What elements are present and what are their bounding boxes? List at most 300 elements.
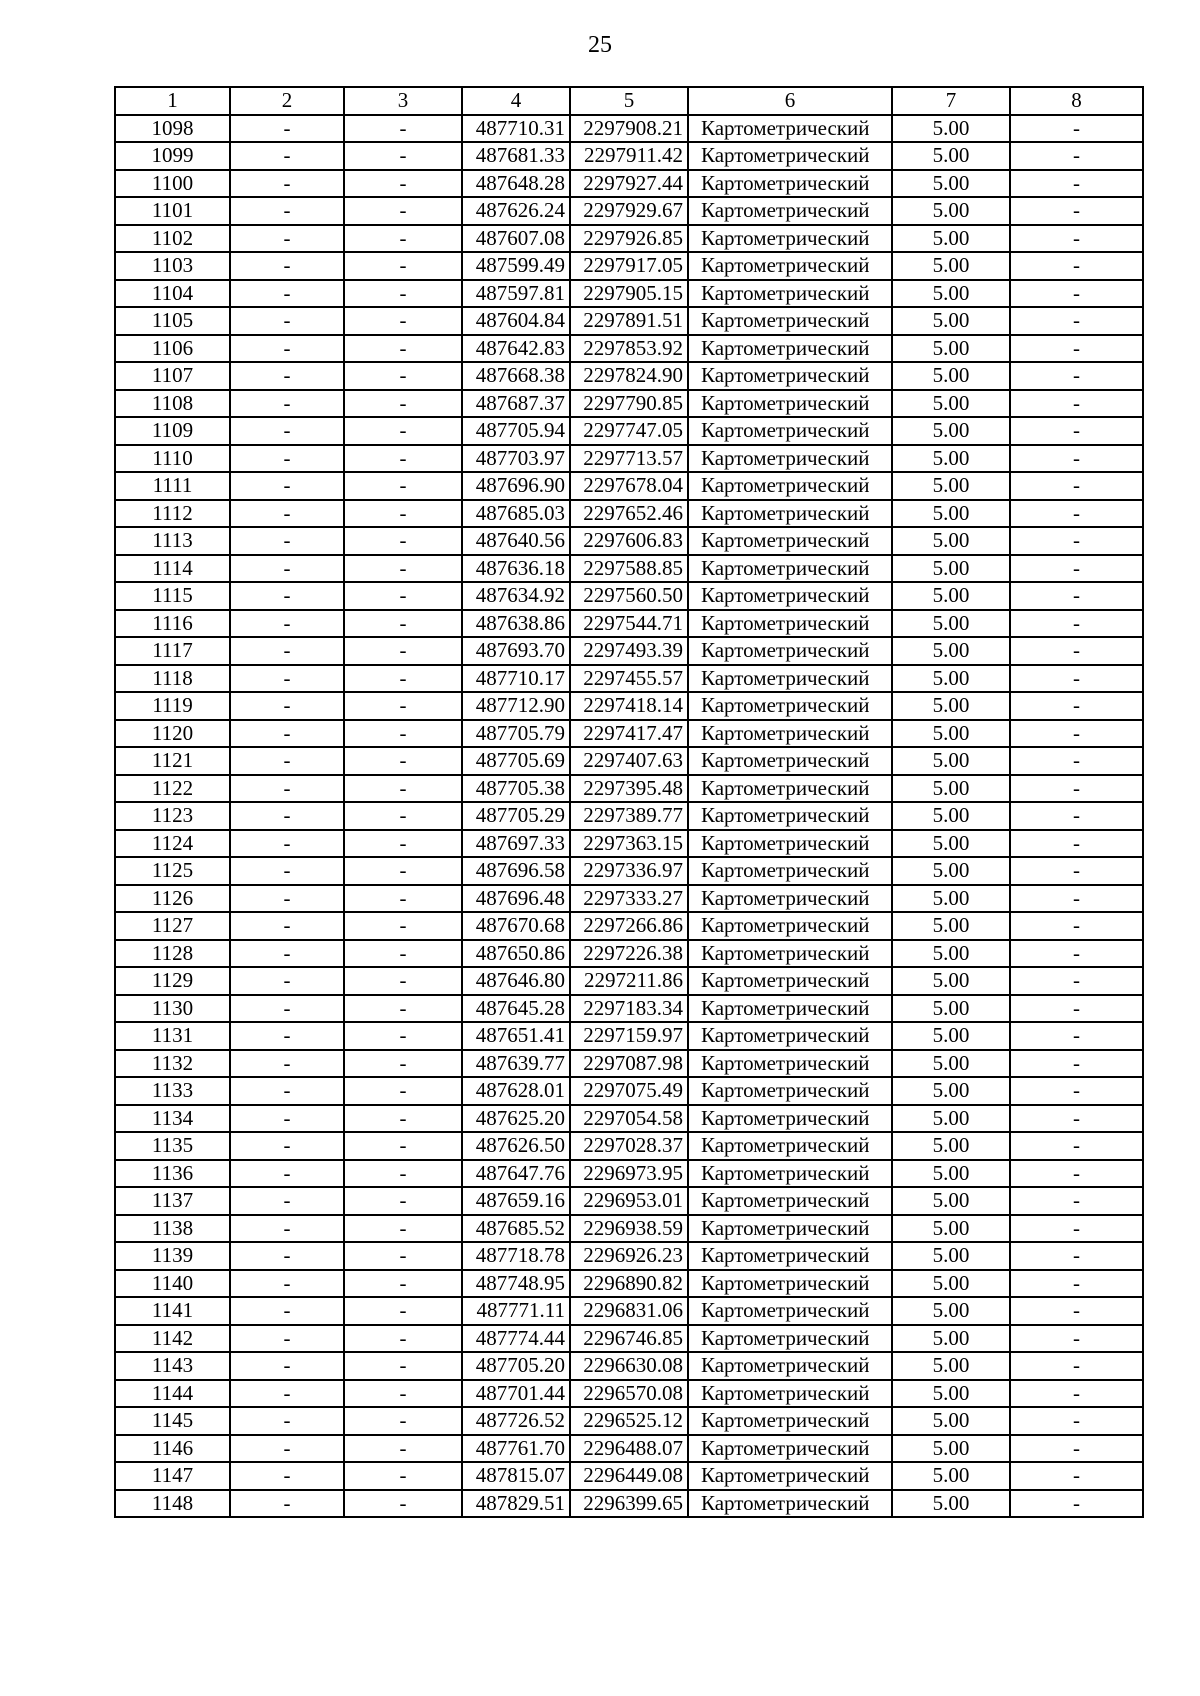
table-row bbox=[115, 500, 1143, 528]
table-row bbox=[115, 1022, 1143, 1050]
cell-col2: - bbox=[230, 1407, 344, 1435]
method-cell: Картометрический bbox=[688, 747, 892, 775]
cell-col3: - bbox=[344, 472, 462, 500]
table-row bbox=[115, 1435, 1143, 1463]
cell-col8: - bbox=[1010, 197, 1143, 225]
table-row bbox=[115, 830, 1143, 858]
cell-col3: - bbox=[344, 885, 462, 913]
y-coordinate-cell: 2297853.92 bbox=[570, 335, 688, 363]
point-number-cell: 1104 bbox=[115, 280, 230, 308]
point-number-cell: 1121 bbox=[115, 747, 230, 775]
page-number: 25 bbox=[588, 32, 612, 58]
table-row bbox=[115, 472, 1143, 500]
cell-col2: - bbox=[230, 142, 344, 170]
point-number-cell: 1141 bbox=[115, 1297, 230, 1325]
table-row bbox=[115, 1077, 1143, 1105]
cell-col3: - bbox=[344, 912, 462, 940]
y-coordinate-cell: 2297911.42 bbox=[570, 142, 688, 170]
x-coordinate-cell: 487639.77 bbox=[462, 1050, 570, 1078]
cell-col3: - bbox=[344, 692, 462, 720]
x-coordinate-cell: 487705.79 bbox=[462, 720, 570, 748]
y-coordinate-cell: 2297493.39 bbox=[570, 637, 688, 665]
cell-col3: - bbox=[344, 1435, 462, 1463]
x-coordinate-cell: 487687.37 bbox=[462, 390, 570, 418]
cell-col8: - bbox=[1010, 692, 1143, 720]
method-cell: Картометрический bbox=[688, 1462, 892, 1490]
point-number-cell: 1105 bbox=[115, 307, 230, 335]
method-cell: Картометрический bbox=[688, 665, 892, 693]
method-cell: Картометрический bbox=[688, 197, 892, 225]
cell-col8: - bbox=[1010, 390, 1143, 418]
table-row bbox=[115, 610, 1143, 638]
cell-col2: - bbox=[230, 1215, 344, 1243]
column-header: 3 bbox=[344, 87, 462, 115]
x-coordinate-cell: 487748.95 bbox=[462, 1270, 570, 1298]
method-cell: Картометрический bbox=[688, 1435, 892, 1463]
x-coordinate-cell: 487597.81 bbox=[462, 280, 570, 308]
method-cell: Картометрический bbox=[688, 225, 892, 253]
cell-col2: - bbox=[230, 307, 344, 335]
method-cell: Картометрический bbox=[688, 472, 892, 500]
method-cell: Картометрический bbox=[688, 1325, 892, 1353]
cell-col8: - bbox=[1010, 280, 1143, 308]
point-number-cell: 1099 bbox=[115, 142, 230, 170]
cell-col3: - bbox=[344, 1050, 462, 1078]
cell-col2: - bbox=[230, 1462, 344, 1490]
method-cell: Картометрический bbox=[688, 1490, 892, 1518]
y-coordinate-cell: 2297606.83 bbox=[570, 527, 688, 555]
cell-col2: - bbox=[230, 390, 344, 418]
point-number-cell: 1126 bbox=[115, 885, 230, 913]
method-cell: Картометрический bbox=[688, 1380, 892, 1408]
cell-col2: - bbox=[230, 115, 344, 143]
x-coordinate-cell: 487640.56 bbox=[462, 527, 570, 555]
point-number-cell: 1140 bbox=[115, 1270, 230, 1298]
accuracy-cell: 5.00 bbox=[892, 555, 1010, 583]
table-row bbox=[115, 362, 1143, 390]
point-number-cell: 1118 bbox=[115, 665, 230, 693]
cell-col3: - bbox=[344, 335, 462, 363]
method-cell: Картометрический bbox=[688, 252, 892, 280]
column-header: 2 bbox=[230, 87, 344, 115]
cell-col3: - bbox=[344, 637, 462, 665]
cell-col2: - bbox=[230, 1077, 344, 1105]
method-cell: Картометрический bbox=[688, 170, 892, 198]
method-cell: Картометрический bbox=[688, 1160, 892, 1188]
point-number-cell: 1112 bbox=[115, 500, 230, 528]
x-coordinate-cell: 487705.20 bbox=[462, 1352, 570, 1380]
cell-col2: - bbox=[230, 280, 344, 308]
accuracy-cell: 5.00 bbox=[892, 1132, 1010, 1160]
accuracy-cell: 5.00 bbox=[892, 692, 1010, 720]
cell-col2: - bbox=[230, 1435, 344, 1463]
cell-col2: - bbox=[230, 527, 344, 555]
y-coordinate-cell: 2297927.44 bbox=[570, 170, 688, 198]
accuracy-cell: 5.00 bbox=[892, 1380, 1010, 1408]
x-coordinate-cell: 487710.31 bbox=[462, 115, 570, 143]
y-coordinate-cell: 2297336.97 bbox=[570, 857, 688, 885]
cell-col2: - bbox=[230, 1325, 344, 1353]
column-header: 8 bbox=[1010, 87, 1143, 115]
accuracy-cell: 5.00 bbox=[892, 170, 1010, 198]
x-coordinate-cell: 487670.68 bbox=[462, 912, 570, 940]
method-cell: Картометрический bbox=[688, 582, 892, 610]
method-cell: Картометрический bbox=[688, 1215, 892, 1243]
x-coordinate-cell: 487726.52 bbox=[462, 1407, 570, 1435]
point-number-cell: 1142 bbox=[115, 1325, 230, 1353]
accuracy-cell: 5.00 bbox=[892, 197, 1010, 225]
accuracy-cell: 5.00 bbox=[892, 472, 1010, 500]
cell-col8: - bbox=[1010, 1132, 1143, 1160]
cell-col3: - bbox=[344, 555, 462, 583]
table-row bbox=[115, 417, 1143, 445]
cell-col8: - bbox=[1010, 967, 1143, 995]
y-coordinate-cell: 2296926.23 bbox=[570, 1242, 688, 1270]
y-coordinate-cell: 2297407.63 bbox=[570, 747, 688, 775]
y-coordinate-cell: 2297226.38 bbox=[570, 940, 688, 968]
point-number-cell: 1110 bbox=[115, 445, 230, 473]
x-coordinate-cell: 487718.78 bbox=[462, 1242, 570, 1270]
x-coordinate-cell: 487685.03 bbox=[462, 500, 570, 528]
cell-col8: - bbox=[1010, 1297, 1143, 1325]
cell-col3: - bbox=[344, 940, 462, 968]
point-number-cell: 1136 bbox=[115, 1160, 230, 1188]
table-row bbox=[115, 527, 1143, 555]
cell-col3: - bbox=[344, 720, 462, 748]
method-cell: Картометрический bbox=[688, 1187, 892, 1215]
accuracy-cell: 5.00 bbox=[892, 307, 1010, 335]
cell-col3: - bbox=[344, 307, 462, 335]
point-number-cell: 1130 bbox=[115, 995, 230, 1023]
x-coordinate-cell: 487636.18 bbox=[462, 555, 570, 583]
cell-col3: - bbox=[344, 527, 462, 555]
method-cell: Картометрический bbox=[688, 1242, 892, 1270]
point-number-cell: 1100 bbox=[115, 170, 230, 198]
cell-col2: - bbox=[230, 170, 344, 198]
method-cell: Картометрический bbox=[688, 692, 892, 720]
y-coordinate-cell: 2296746.85 bbox=[570, 1325, 688, 1353]
x-coordinate-cell: 487829.51 bbox=[462, 1490, 570, 1518]
accuracy-cell: 5.00 bbox=[892, 747, 1010, 775]
cell-col2: - bbox=[230, 500, 344, 528]
cell-col3: - bbox=[344, 1380, 462, 1408]
method-cell: Картометрический bbox=[688, 142, 892, 170]
cell-col8: - bbox=[1010, 527, 1143, 555]
cell-col8: - bbox=[1010, 225, 1143, 253]
method-cell: Картометрический bbox=[688, 967, 892, 995]
y-coordinate-cell: 2297560.50 bbox=[570, 582, 688, 610]
cell-col3: - bbox=[344, 1022, 462, 1050]
method-cell: Картометрический bbox=[688, 1077, 892, 1105]
y-coordinate-cell: 2297159.97 bbox=[570, 1022, 688, 1050]
method-cell: Картометрический bbox=[688, 555, 892, 583]
method-cell: Картометрический bbox=[688, 1270, 892, 1298]
x-coordinate-cell: 487705.69 bbox=[462, 747, 570, 775]
cell-col2: - bbox=[230, 1187, 344, 1215]
point-number-cell: 1101 bbox=[115, 197, 230, 225]
accuracy-cell: 5.00 bbox=[892, 1187, 1010, 1215]
x-coordinate-cell: 487685.52 bbox=[462, 1215, 570, 1243]
accuracy-cell: 5.00 bbox=[892, 885, 1010, 913]
cell-col3: - bbox=[344, 1105, 462, 1133]
accuracy-cell: 5.00 bbox=[892, 940, 1010, 968]
cell-col3: - bbox=[344, 500, 462, 528]
accuracy-cell: 5.00 bbox=[892, 610, 1010, 638]
point-number-cell: 1119 bbox=[115, 692, 230, 720]
point-number-cell: 1111 bbox=[115, 472, 230, 500]
y-coordinate-cell: 2297455.57 bbox=[570, 665, 688, 693]
table-row bbox=[115, 885, 1143, 913]
x-coordinate-cell: 487774.44 bbox=[462, 1325, 570, 1353]
x-coordinate-cell: 487712.90 bbox=[462, 692, 570, 720]
point-number-cell: 1120 bbox=[115, 720, 230, 748]
table-row bbox=[115, 307, 1143, 335]
table-row bbox=[115, 390, 1143, 418]
cell-col3: - bbox=[344, 142, 462, 170]
accuracy-cell: 5.00 bbox=[892, 637, 1010, 665]
y-coordinate-cell: 2297363.15 bbox=[570, 830, 688, 858]
cell-col3: - bbox=[344, 1077, 462, 1105]
x-coordinate-cell: 487697.33 bbox=[462, 830, 570, 858]
y-coordinate-cell: 2297075.49 bbox=[570, 1077, 688, 1105]
point-number-cell: 1148 bbox=[115, 1490, 230, 1518]
table-row bbox=[115, 1160, 1143, 1188]
column-header: 7 bbox=[892, 87, 1010, 115]
x-coordinate-cell: 487705.94 bbox=[462, 417, 570, 445]
table-row bbox=[115, 555, 1143, 583]
cell-col2: - bbox=[230, 1132, 344, 1160]
point-number-cell: 1113 bbox=[115, 527, 230, 555]
method-cell: Картометрический bbox=[688, 610, 892, 638]
column-header: 6 bbox=[688, 87, 892, 115]
cell-col8: - bbox=[1010, 307, 1143, 335]
cell-col3: - bbox=[344, 1407, 462, 1435]
cell-col8: - bbox=[1010, 1215, 1143, 1243]
cell-col3: - bbox=[344, 390, 462, 418]
cell-col8: - bbox=[1010, 995, 1143, 1023]
cell-col3: - bbox=[344, 967, 462, 995]
cell-col2: - bbox=[230, 1352, 344, 1380]
cell-col2: - bbox=[230, 582, 344, 610]
method-cell: Картометрический bbox=[688, 885, 892, 913]
accuracy-cell: 5.00 bbox=[892, 390, 1010, 418]
y-coordinate-cell: 2297333.27 bbox=[570, 885, 688, 913]
cell-col8: - bbox=[1010, 1160, 1143, 1188]
x-coordinate-cell: 487659.16 bbox=[462, 1187, 570, 1215]
x-coordinate-cell: 487626.24 bbox=[462, 197, 570, 225]
x-coordinate-cell: 487696.48 bbox=[462, 885, 570, 913]
point-number-cell: 1116 bbox=[115, 610, 230, 638]
accuracy-cell: 5.00 bbox=[892, 1270, 1010, 1298]
x-coordinate-cell: 487693.70 bbox=[462, 637, 570, 665]
accuracy-cell: 5.00 bbox=[892, 582, 1010, 610]
y-coordinate-cell: 2296449.08 bbox=[570, 1462, 688, 1490]
y-coordinate-cell: 2296938.59 bbox=[570, 1215, 688, 1243]
point-number-cell: 1108 bbox=[115, 390, 230, 418]
cell-col8: - bbox=[1010, 610, 1143, 638]
cell-col8: - bbox=[1010, 335, 1143, 363]
x-coordinate-cell: 487648.28 bbox=[462, 170, 570, 198]
cell-col2: - bbox=[230, 940, 344, 968]
accuracy-cell: 5.00 bbox=[892, 1352, 1010, 1380]
cell-col8: - bbox=[1010, 885, 1143, 913]
point-number-cell: 1098 bbox=[115, 115, 230, 143]
cell-col8: - bbox=[1010, 555, 1143, 583]
method-cell: Картометрический bbox=[688, 445, 892, 473]
point-number-cell: 1135 bbox=[115, 1132, 230, 1160]
point-number-cell: 1106 bbox=[115, 335, 230, 363]
cell-col8: - bbox=[1010, 1462, 1143, 1490]
accuracy-cell: 5.00 bbox=[892, 252, 1010, 280]
y-coordinate-cell: 2297790.85 bbox=[570, 390, 688, 418]
y-coordinate-cell: 2297087.98 bbox=[570, 1050, 688, 1078]
table-row bbox=[115, 197, 1143, 225]
accuracy-cell: 5.00 bbox=[892, 967, 1010, 995]
cell-col8: - bbox=[1010, 1407, 1143, 1435]
method-cell: Картометрический bbox=[688, 115, 892, 143]
y-coordinate-cell: 2296890.82 bbox=[570, 1270, 688, 1298]
cell-col3: - bbox=[344, 170, 462, 198]
point-number-cell: 1147 bbox=[115, 1462, 230, 1490]
cell-col2: - bbox=[230, 1160, 344, 1188]
x-coordinate-cell: 487703.97 bbox=[462, 445, 570, 473]
cell-col8: - bbox=[1010, 1435, 1143, 1463]
table-row bbox=[115, 857, 1143, 885]
cell-col3: - bbox=[344, 1297, 462, 1325]
cell-col8: - bbox=[1010, 1352, 1143, 1380]
y-coordinate-cell: 2296953.01 bbox=[570, 1187, 688, 1215]
cell-col8: - bbox=[1010, 170, 1143, 198]
cell-col8: - bbox=[1010, 115, 1143, 143]
cell-col2: - bbox=[230, 472, 344, 500]
x-coordinate-cell: 487681.33 bbox=[462, 142, 570, 170]
cell-col8: - bbox=[1010, 472, 1143, 500]
y-coordinate-cell: 2297418.14 bbox=[570, 692, 688, 720]
y-coordinate-cell: 2297926.85 bbox=[570, 225, 688, 253]
cell-col2: - bbox=[230, 830, 344, 858]
cell-col2: - bbox=[230, 362, 344, 390]
cell-col2: - bbox=[230, 1105, 344, 1133]
point-number-cell: 1137 bbox=[115, 1187, 230, 1215]
x-coordinate-cell: 487634.92 bbox=[462, 582, 570, 610]
cell-col8: - bbox=[1010, 1380, 1143, 1408]
x-coordinate-cell: 487761.70 bbox=[462, 1435, 570, 1463]
cell-col2: - bbox=[230, 335, 344, 363]
x-coordinate-cell: 487701.44 bbox=[462, 1380, 570, 1408]
y-coordinate-cell: 2296831.06 bbox=[570, 1297, 688, 1325]
accuracy-cell: 5.00 bbox=[892, 1022, 1010, 1050]
method-cell: Картометрический bbox=[688, 637, 892, 665]
cell-col3: - bbox=[344, 1242, 462, 1270]
table-header-row bbox=[115, 87, 1143, 115]
cell-col3: - bbox=[344, 1215, 462, 1243]
cell-col2: - bbox=[230, 802, 344, 830]
cell-col3: - bbox=[344, 252, 462, 280]
table-row bbox=[115, 1380, 1143, 1408]
method-cell: Картометрический bbox=[688, 1407, 892, 1435]
y-coordinate-cell: 2297395.48 bbox=[570, 775, 688, 803]
point-number-cell: 1143 bbox=[115, 1352, 230, 1380]
accuracy-cell: 5.00 bbox=[892, 335, 1010, 363]
cell-col8: - bbox=[1010, 1050, 1143, 1078]
cell-col2: - bbox=[230, 1270, 344, 1298]
y-coordinate-cell: 2297929.67 bbox=[570, 197, 688, 225]
cell-col8: - bbox=[1010, 142, 1143, 170]
cell-col2: - bbox=[230, 692, 344, 720]
accuracy-cell: 5.00 bbox=[892, 280, 1010, 308]
table-row bbox=[115, 995, 1143, 1023]
cell-col2: - bbox=[230, 857, 344, 885]
y-coordinate-cell: 2297054.58 bbox=[570, 1105, 688, 1133]
x-coordinate-cell: 487607.08 bbox=[462, 225, 570, 253]
table-row bbox=[115, 445, 1143, 473]
cell-col8: - bbox=[1010, 857, 1143, 885]
x-coordinate-cell: 487651.41 bbox=[462, 1022, 570, 1050]
x-coordinate-cell: 487705.38 bbox=[462, 775, 570, 803]
y-coordinate-cell: 2296973.95 bbox=[570, 1160, 688, 1188]
accuracy-cell: 5.00 bbox=[892, 1297, 1010, 1325]
method-cell: Картометрический bbox=[688, 362, 892, 390]
y-coordinate-cell: 2297028.37 bbox=[570, 1132, 688, 1160]
cell-col2: - bbox=[230, 775, 344, 803]
x-coordinate-cell: 487647.76 bbox=[462, 1160, 570, 1188]
method-cell: Картометрический bbox=[688, 500, 892, 528]
table-row bbox=[115, 142, 1143, 170]
method-cell: Картометрический bbox=[688, 1050, 892, 1078]
x-coordinate-cell: 487626.50 bbox=[462, 1132, 570, 1160]
point-number-cell: 1145 bbox=[115, 1407, 230, 1435]
method-cell: Картометрический bbox=[688, 857, 892, 885]
x-coordinate-cell: 487642.83 bbox=[462, 335, 570, 363]
y-coordinate-cell: 2297211.86 bbox=[570, 967, 688, 995]
accuracy-cell: 5.00 bbox=[892, 1215, 1010, 1243]
cell-col2: - bbox=[230, 417, 344, 445]
accuracy-cell: 5.00 bbox=[892, 115, 1010, 143]
x-coordinate-cell: 487815.07 bbox=[462, 1462, 570, 1490]
cell-col2: - bbox=[230, 555, 344, 583]
cell-col2: - bbox=[230, 665, 344, 693]
table-row bbox=[115, 747, 1143, 775]
column-header: 1 bbox=[115, 87, 230, 115]
cell-col2: - bbox=[230, 1490, 344, 1518]
y-coordinate-cell: 2297824.90 bbox=[570, 362, 688, 390]
method-cell: Картометрический bbox=[688, 775, 892, 803]
table-row bbox=[115, 802, 1143, 830]
point-number-cell: 1139 bbox=[115, 1242, 230, 1270]
cell-col2: - bbox=[230, 1380, 344, 1408]
cell-col2: - bbox=[230, 445, 344, 473]
point-number-cell: 1123 bbox=[115, 802, 230, 830]
cell-col3: - bbox=[344, 1490, 462, 1518]
method-cell: Картометрический bbox=[688, 940, 892, 968]
accuracy-cell: 5.00 bbox=[892, 775, 1010, 803]
point-number-cell: 1134 bbox=[115, 1105, 230, 1133]
x-coordinate-cell: 487771.11 bbox=[462, 1297, 570, 1325]
cell-col3: - bbox=[344, 445, 462, 473]
table-row bbox=[115, 665, 1143, 693]
cell-col8: - bbox=[1010, 1490, 1143, 1518]
method-cell: Картометрический bbox=[688, 417, 892, 445]
cell-col8: - bbox=[1010, 500, 1143, 528]
accuracy-cell: 5.00 bbox=[892, 1242, 1010, 1270]
accuracy-cell: 5.00 bbox=[892, 362, 1010, 390]
table-row bbox=[115, 1105, 1143, 1133]
x-coordinate-cell: 487705.29 bbox=[462, 802, 570, 830]
accuracy-cell: 5.00 bbox=[892, 500, 1010, 528]
cell-col8: - bbox=[1010, 1077, 1143, 1105]
y-coordinate-cell: 2297652.46 bbox=[570, 500, 688, 528]
accuracy-cell: 5.00 bbox=[892, 1077, 1010, 1105]
